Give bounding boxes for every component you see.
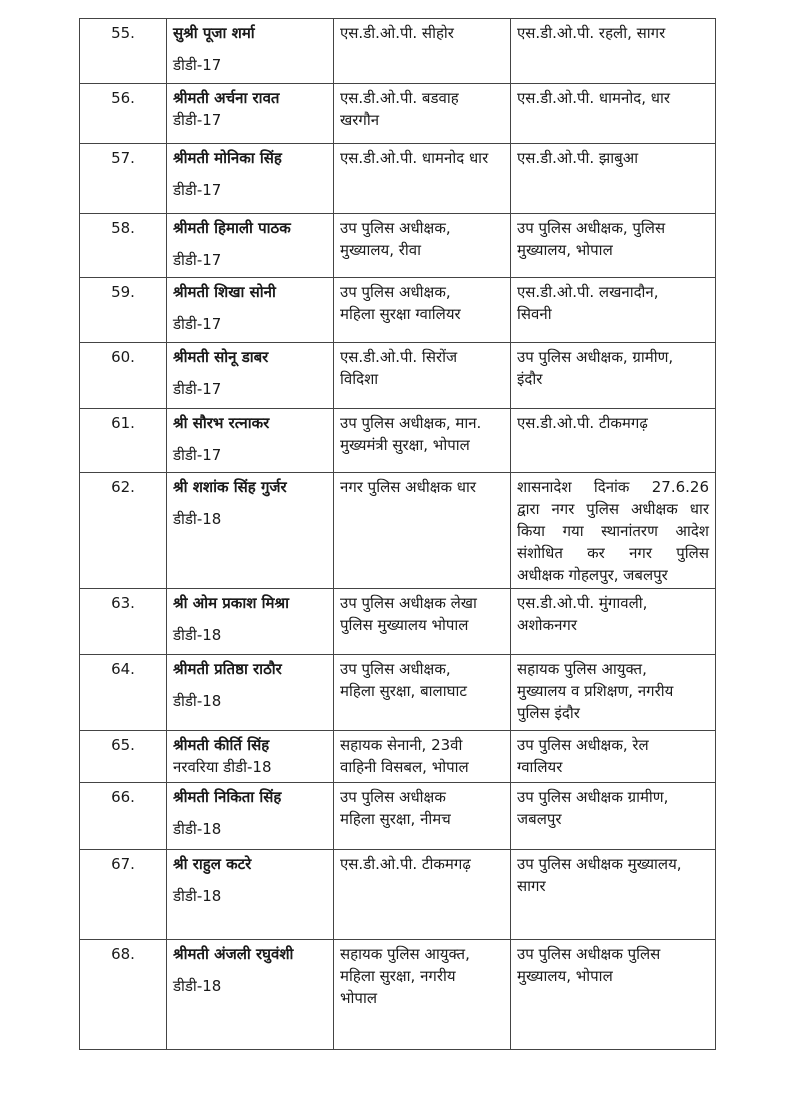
current-posting-line: खरगौन — [340, 111, 380, 129]
new-posting-line: उप पुलिस अधीक्षक मुख्यालय, — [517, 855, 682, 873]
current-posting-line: महिला सुरक्षा, नीमच — [340, 810, 451, 828]
new-posting-line: मुख्यालय व प्रशिक्षण, नगरीय — [517, 682, 674, 700]
officer-name: श्रीमती कीर्ति सिंह — [173, 736, 270, 754]
new-posting-cell — [511, 214, 716, 278]
new-posting-line: अशोकनगर — [517, 616, 577, 634]
serial-number-cell: 68. — [80, 940, 167, 1050]
table-row — [80, 940, 716, 1050]
serial-number-cell: 56. — [80, 84, 167, 144]
new-posting-line: एस.डी.ओ.पी. लखनादौन, — [517, 283, 659, 301]
current-posting-line: वाहिनी विसबल, भोपाल — [340, 758, 469, 776]
table-row — [80, 84, 716, 144]
current-posting-cell — [334, 850, 511, 940]
current-posting-line: महिला सुरक्षा, नगरीय — [340, 967, 456, 985]
officer-name-cell — [167, 655, 334, 731]
serial-number-cell: 66. — [80, 783, 167, 850]
officer-name-cell — [167, 940, 334, 1050]
officer-batch: डीडी-17 — [173, 111, 222, 129]
current-posting-cell — [334, 940, 511, 1050]
new-posting-line: ग्वालियर — [517, 758, 563, 776]
serial-number-cell: 60. — [80, 343, 167, 409]
serial-number-cell: 67. — [80, 850, 167, 940]
officer-name: श्रीमती अर्चना रावत — [173, 89, 280, 107]
current-posting-line: मुख्यमंत्री सुरक्षा, भोपाल — [340, 436, 470, 454]
serial-number-cell: 59. — [80, 278, 167, 343]
current-posting-line: एस.डी.ओ.पी. बडवाह — [340, 89, 459, 107]
new-posting-line: उप पुलिस अधीक्षक, पुलिस — [517, 219, 666, 237]
current-posting-line: महिला सुरक्षा ग्वालियर — [340, 305, 461, 323]
current-posting-line: उप पुलिस अधीक्षक लेखा — [340, 594, 477, 612]
new-posting-line: शासनादेश दिनांक 27.6.26 — [517, 478, 709, 496]
new-posting-line: मुख्यालय, भोपाल — [517, 967, 613, 985]
officer-name-cell — [167, 278, 334, 343]
officer-name: श्री राहुल कटरे — [173, 855, 252, 873]
current-posting-cell — [334, 343, 511, 409]
new-posting-line: उप पुलिस अधीक्षक पुलिस — [517, 945, 661, 963]
current-posting-cell — [334, 144, 511, 214]
current-posting-line: उप पुलिस अधीक्षक, — [340, 660, 451, 678]
current-posting-line: पुलिस मुख्यालय भोपाल — [340, 616, 469, 634]
new-posting-cell — [511, 731, 716, 783]
new-posting-line: किया गया स्थानांतरण आदेश — [517, 522, 709, 540]
officer-batch: डीडी-17 — [173, 446, 222, 464]
officer-name: श्री शशांक सिंह गुर्जर — [173, 478, 287, 496]
table-row — [80, 214, 716, 278]
current-posting-line: एस.डी.ओ.पी. टीकमगढ़ — [340, 855, 471, 873]
current-posting-cell — [334, 473, 511, 589]
new-posting-cell — [511, 409, 716, 473]
serial-number-cell: 64. — [80, 655, 167, 731]
officer-batch: डीडी-18 — [173, 510, 222, 528]
officer-name-cell — [167, 343, 334, 409]
new-posting-cell — [511, 589, 716, 655]
table-row — [80, 589, 716, 655]
officer-name-cell — [167, 19, 334, 84]
officer-name-cell — [167, 589, 334, 655]
officer-name: श्री ओम प्रकाश मिश्रा — [173, 594, 289, 612]
current-posting-line: सहायक पुलिस आयुक्त, — [340, 945, 470, 963]
officer-batch: नरवरिया डीडी-18 — [173, 758, 272, 776]
officer-name-cell — [167, 409, 334, 473]
transfer-order-table — [79, 18, 716, 1050]
current-posting-cell — [334, 655, 511, 731]
officer-name-cell — [167, 473, 334, 589]
officer-batch: डीडी-17 — [173, 315, 222, 333]
current-posting-cell — [334, 84, 511, 144]
current-posting-cell — [334, 783, 511, 850]
current-posting-cell — [334, 589, 511, 655]
serial-number-cell: 62. — [80, 473, 167, 589]
new-posting-line: एस.डी.ओ.पी. मुंगावली, — [517, 594, 648, 612]
table-row — [80, 473, 716, 589]
new-posting-line: एस.डी.ओ.पी. रहली, सागर — [517, 24, 666, 42]
officer-name-cell — [167, 144, 334, 214]
current-posting-cell — [334, 278, 511, 343]
new-posting-cell — [511, 343, 716, 409]
new-posting-line: सहायक पुलिस आयुक्त, — [517, 660, 647, 678]
current-posting-line: भोपाल — [340, 989, 378, 1007]
officer-batch: डीडी-18 — [173, 887, 222, 905]
new-posting-line: एस.डी.ओ.पी. धामनोद, धार — [517, 89, 670, 107]
serial-number-cell: 55. — [80, 19, 167, 84]
current-posting-line: विदिशा — [340, 370, 379, 388]
officer-name: श्रीमती हिमाली पाठक — [173, 219, 291, 237]
new-posting-line: उप पुलिस अधीक्षक, ग्रामीण, — [517, 348, 674, 366]
officer-name-cell — [167, 850, 334, 940]
new-posting-cell — [511, 19, 716, 84]
current-posting-line: उप पुलिस अधीक्षक, — [340, 283, 451, 301]
officer-name: सुश्री पूजा शर्मा — [173, 24, 255, 42]
table-row — [80, 19, 716, 84]
new-posting-cell — [511, 278, 716, 343]
current-posting-line: एस.डी.ओ.पी. सिरोंज — [340, 348, 458, 366]
officer-batch: डीडी-17 — [173, 251, 222, 269]
officer-name-cell — [167, 731, 334, 783]
current-posting-cell — [334, 214, 511, 278]
new-posting-line: इंदौर — [517, 370, 543, 388]
new-posting-cell — [511, 940, 716, 1050]
new-posting-line: अधीक्षक गोहलपुर, जबलपुर — [517, 566, 668, 584]
officer-name: श्री सौरभ रत्नाकर — [173, 414, 270, 432]
officer-batch: डीडी-17 — [173, 380, 222, 398]
new-posting-line: सागर — [517, 877, 546, 895]
officer-batch: डीडी-18 — [173, 820, 222, 838]
table-row — [80, 731, 716, 783]
new-posting-cell — [511, 473, 716, 589]
new-posting-line: मुख्यालय, भोपाल — [517, 241, 613, 259]
table-row — [80, 144, 716, 214]
new-posting-line: सिवनी — [517, 305, 552, 323]
officer-name-cell — [167, 84, 334, 144]
current-posting-line: मुख्यालय, रीवा — [340, 241, 421, 259]
table-body — [80, 19, 716, 1050]
new-posting-cell — [511, 84, 716, 144]
current-posting-line: नगर पुलिस अधीक्षक धार — [340, 478, 477, 496]
table-row — [80, 278, 716, 343]
officer-batch: डीडी-17 — [173, 181, 222, 199]
officer-name: श्रीमती प्रतिष्ठा राठौर — [173, 660, 282, 678]
current-posting-line: महिला सुरक्षा, बालाघाट — [340, 682, 467, 700]
officer-name: श्रीमती मोनिका सिंह — [173, 149, 282, 167]
current-posting-line: सहायक सेनानी, 23वी — [340, 736, 463, 754]
officer-batch: डीडी-18 — [173, 626, 222, 644]
current-posting-cell — [334, 409, 511, 473]
current-posting-line: एस.डी.ओ.पी. धामनोद धार — [340, 149, 489, 167]
serial-number-cell: 61. — [80, 409, 167, 473]
table-row — [80, 655, 716, 731]
officer-batch: डीडी-17 — [173, 56, 222, 74]
current-posting-line: उप पुलिस अधीक्षक, मान. — [340, 414, 482, 432]
officer-name: श्रीमती अंजली रघुवंशी — [173, 945, 294, 963]
table-row — [80, 409, 716, 473]
serial-number-cell: 63. — [80, 589, 167, 655]
officer-name: श्रीमती शिखा सोनी — [173, 283, 276, 301]
table-row — [80, 783, 716, 850]
officer-name-cell — [167, 214, 334, 278]
new-posting-cell — [511, 783, 716, 850]
new-posting-cell — [511, 655, 716, 731]
serial-number-cell: 58. — [80, 214, 167, 278]
serial-number-cell: 65. — [80, 731, 167, 783]
current-posting-line: उप पुलिस अधीक्षक, — [340, 219, 451, 237]
new-posting-line: जबलपुर — [517, 810, 562, 828]
table-row — [80, 850, 716, 940]
current-posting-cell — [334, 731, 511, 783]
table-row — [80, 343, 716, 409]
current-posting-line: एस.डी.ओ.पी. सीहोर — [340, 24, 454, 42]
new-posting-line: उप पुलिस अधीक्षक, रेल — [517, 736, 649, 754]
serial-number-cell: 57. — [80, 144, 167, 214]
new-posting-line: एस.डी.ओ.पी. झाबुआ — [517, 149, 639, 167]
new-posting-line: द्वारा नगर पुलिस अधीक्षक धार — [517, 500, 709, 518]
officer-name: श्रीमती निकिता सिंह — [173, 788, 282, 806]
officer-batch: डीडी-18 — [173, 977, 222, 995]
new-posting-line: संशोधित कर नगर पुलिस — [517, 544, 709, 562]
officer-batch: डीडी-18 — [173, 692, 222, 710]
new-posting-cell — [511, 850, 716, 940]
new-posting-line: एस.डी.ओ.पी. टीकमगढ़ — [517, 414, 648, 432]
new-posting-line: उप पुलिस अधीक्षक ग्रामीण, — [517, 788, 669, 806]
officer-name-cell — [167, 783, 334, 850]
current-posting-line: उप पुलिस अधीक्षक — [340, 788, 446, 806]
new-posting-line: पुलिस इंदौर — [517, 704, 580, 722]
new-posting-cell — [511, 144, 716, 214]
officer-name: श्रीमती सोनू डाबर — [173, 348, 269, 366]
current-posting-cell — [334, 19, 511, 84]
